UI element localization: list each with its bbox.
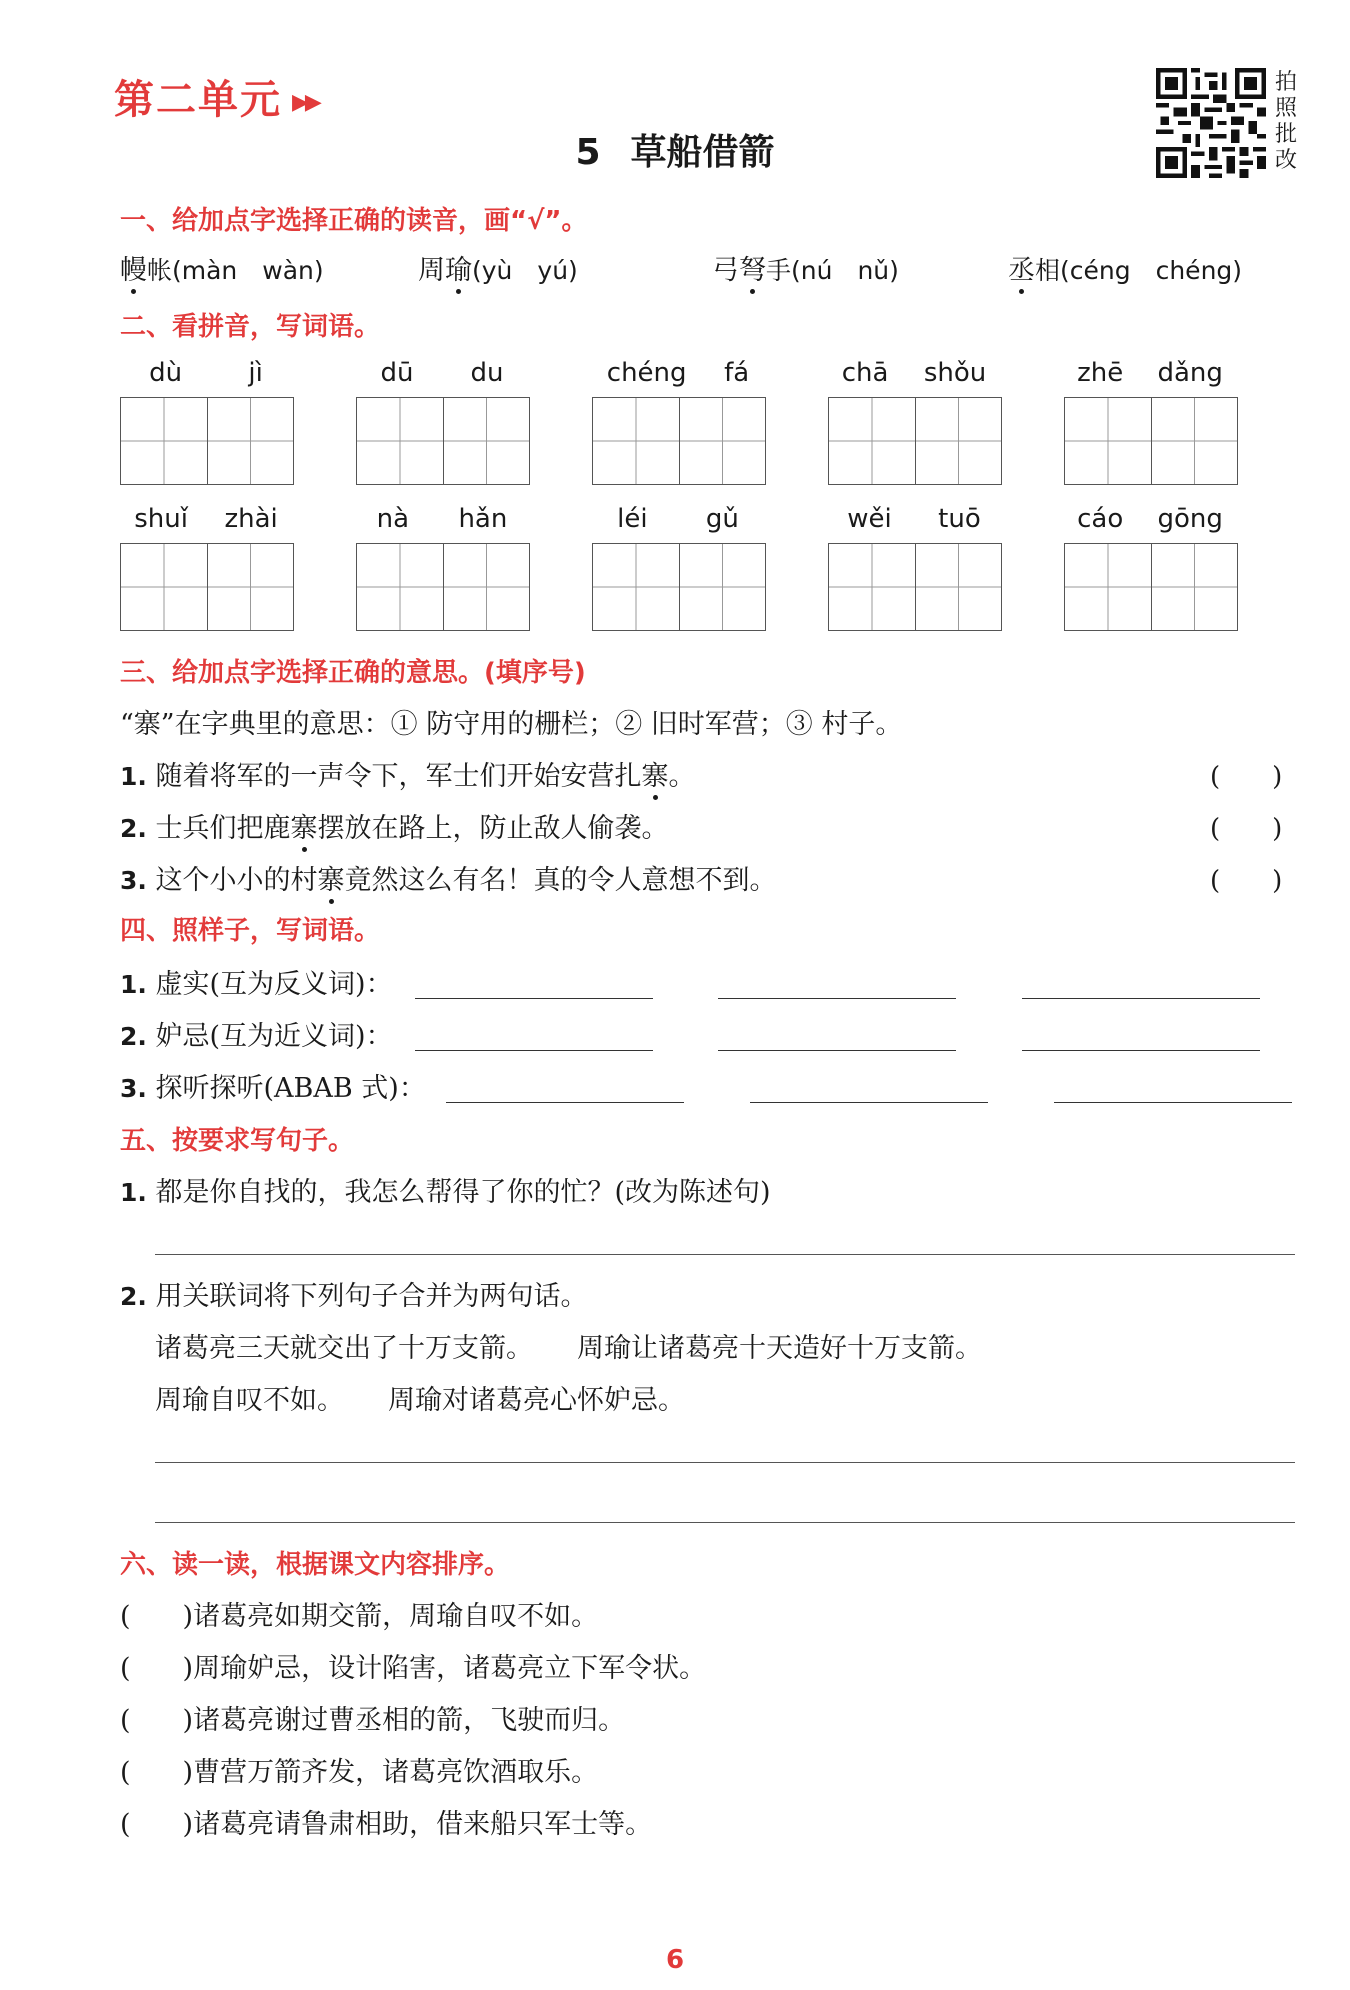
pinyin-label: wěi tuō [847, 504, 981, 534]
pinyin-label: zhē dǎng [1077, 358, 1223, 388]
answer-blank[interactable] [750, 1102, 988, 1103]
answer-paren[interactable]: ( ) [1210, 866, 1283, 896]
dotted-char: 瑜 [445, 255, 472, 286]
dotted-char: 丞 [1008, 255, 1035, 286]
dotted-char: 寨 [317, 865, 345, 896]
section-1-heading: 一、给加点字选择正确的读音，画“√”。 [120, 206, 588, 236]
lesson-title [0, 124, 1350, 175]
order-item: ( )诸葛亮请鲁肃相助，借来船只军士等。 [120, 1809, 653, 1840]
writing-grid[interactable] [1064, 543, 1238, 631]
answer-blank[interactable] [718, 998, 956, 999]
answer-line[interactable] [155, 1462, 1295, 1463]
meaning-item: 1. 随着将军的一声令下，军士们开始安营扎寨。 [120, 761, 696, 792]
writing-grid[interactable] [592, 397, 766, 485]
pinyin-label: cáo gōng [1077, 504, 1223, 534]
order-item: ( )曹营万箭齐发，诸葛亮饮酒取乐。 [120, 1757, 599, 1788]
writing-grid[interactable] [356, 397, 530, 485]
answer-blank[interactable] [446, 1102, 684, 1103]
section-5-heading: 五、按要求写句子。 [120, 1126, 355, 1156]
pronunciation-item: 幔帐(màn wàn) [120, 255, 324, 286]
answer-line[interactable] [155, 1522, 1295, 1523]
word-item: 3. 探听探听(ABAB 式)： [120, 1073, 426, 1104]
order-item: ( )诸葛亮如期交箭，周瑜自叹不如。 [120, 1601, 599, 1632]
dotted-char: 幔 [120, 255, 147, 286]
answer-paren[interactable]: ( [120, 1653, 131, 1684]
answer-paren[interactable]: ( [120, 1757, 131, 1788]
double-arrow-icon: ▶▶ [292, 89, 318, 115]
writing-grid[interactable] [592, 543, 766, 631]
qr-label-char: 照 [1274, 96, 1297, 121]
word-item: 1. 虚实(互为反义词)： [120, 969, 393, 1000]
section-6-heading: 六、读一读，根据课文内容排序。 [120, 1550, 511, 1580]
page-number: 6 [665, 1945, 685, 1975]
answer-blank[interactable] [1054, 1102, 1292, 1103]
pronunciation-item: 丞相(céng chéng) [1008, 255, 1243, 286]
answer-blank[interactable] [415, 1050, 653, 1051]
qr-label-char: 拍 [1274, 70, 1297, 95]
dotted-char: 寨 [641, 761, 669, 792]
answer-line[interactable] [155, 1254, 1295, 1255]
qr-label [1273, 70, 1299, 174]
answer-paren[interactable]: ( [120, 1705, 131, 1736]
dictionary-meanings: “寨”在字典里的意思：① 防守用的栅栏；② 旧时军营；③ 村子。 [120, 709, 903, 740]
section-4-heading: 四、照样子，写词语。 [120, 916, 381, 946]
pinyin-label: dù jì [149, 358, 263, 388]
qr-code-icon[interactable] [1156, 68, 1266, 178]
given-sentence: 诸葛亮三天就交出了十万支箭。 周瑜让诸葛亮十天造好十万支箭。 [155, 1333, 982, 1364]
writing-grid[interactable] [828, 543, 1002, 631]
answer-paren[interactable]: ( [120, 1809, 131, 1840]
unit-title-text: 第二单元 [114, 77, 282, 123]
lesson-title-text: 草船借箭 [630, 132, 775, 173]
qr-label-char: 批 [1274, 122, 1297, 147]
unit-title [114, 68, 318, 125]
word-item: 2. 妒忌(互为近义词)： [120, 1021, 393, 1052]
qr-label-char: 改 [1274, 148, 1297, 173]
section-3-heading: 三、给加点字选择正确的意思。(填序号) [120, 658, 586, 688]
lesson-number: 5 [575, 132, 601, 173]
answer-paren[interactable]: ( ) [1210, 814, 1283, 844]
answer-blank[interactable] [1022, 998, 1260, 999]
writing-grid[interactable] [1064, 397, 1238, 485]
pronunciation-item: 周瑜(yù yú) [418, 255, 578, 286]
pinyin-label: léi gǔ [617, 504, 739, 534]
writing-grid[interactable] [120, 543, 294, 631]
dotted-char: 弩 [739, 255, 766, 286]
pinyin-label: nà hǎn [376, 504, 508, 534]
writing-grid[interactable] [828, 397, 1002, 485]
section-2-heading: 二、看拼音，写词语。 [120, 312, 381, 342]
sentence-question: 1. 都是你自找的，我怎么帮得了你的忙？(改为陈述句) [120, 1177, 771, 1208]
meaning-item: 2. 士兵们把鹿寨摆放在路上，防止敌人偷袭。 [120, 813, 669, 844]
given-sentence: 周瑜自叹不如。 周瑜对诸葛亮心怀妒忌。 [155, 1385, 685, 1416]
order-item: ( )周瑜妒忌，设计陷害，诸葛亮立下军令状。 [120, 1653, 707, 1684]
answer-paren[interactable]: ( ) [1210, 762, 1283, 792]
answer-blank[interactable] [1022, 1050, 1260, 1051]
answer-blank[interactable] [415, 998, 653, 999]
writing-grid[interactable] [120, 397, 294, 485]
dotted-char: 寨 [290, 813, 318, 844]
pinyin-label: chéng fá [606, 358, 750, 388]
pronunciation-item: 弓弩手(nú nǔ) [712, 255, 899, 286]
sentence-question: 2. 用关联词将下列句子合并为两句话。 [120, 1281, 588, 1312]
order-item: ( )诸葛亮谢过曹丞相的箭，飞驶而归。 [120, 1705, 626, 1736]
answer-blank[interactable] [718, 1050, 956, 1051]
pinyin-label: dū du [380, 358, 504, 388]
answer-paren[interactable]: ( [120, 1601, 131, 1632]
meaning-item: 3. 这个小小的村寨竟然这么有名！真的令人意想不到。 [120, 865, 777, 896]
pinyin-label: chā shǒu [841, 358, 987, 388]
pinyin-label: shuǐ zhài [134, 504, 278, 534]
writing-grid[interactable] [356, 543, 530, 631]
